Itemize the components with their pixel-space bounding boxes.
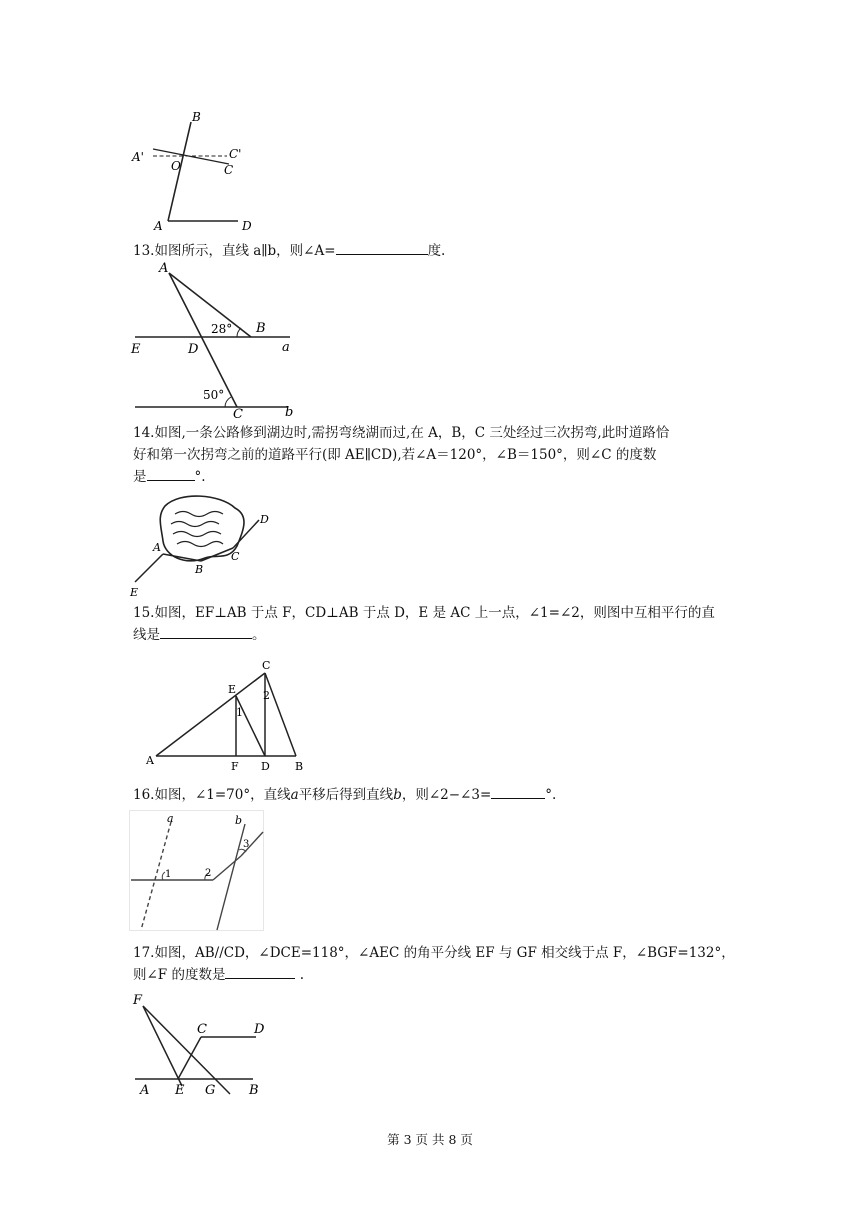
label-A: A — [159, 261, 169, 276]
question-14-line2: 好和第一次拐弯之前的道路平行(即 AE∥CD),若∠A＝120°，∠B＝150°，则∠C 的度数 — [133, 447, 657, 463]
q16-text-1: 16.如图，∠1=70°，直线 — [133, 787, 291, 803]
label-O: O — [171, 159, 181, 173]
q17-suffix: . — [299, 967, 305, 983]
q16-suffix: °. — [545, 787, 557, 803]
figure-q14 — [125, 486, 285, 598]
label-E: E — [131, 342, 141, 357]
label-B: B — [192, 110, 201, 124]
label-A: A — [154, 219, 163, 233]
label-D: D — [242, 219, 252, 233]
question-17-line2 — [133, 964, 304, 986]
q14-answer-blank[interactable] — [147, 466, 195, 481]
q14-suffix: °. — [194, 469, 206, 485]
line-FG — [143, 1006, 230, 1094]
label-D: D — [261, 760, 270, 772]
road-CD — [233, 520, 259, 548]
question-15-line2 — [133, 624, 266, 646]
label-A: A — [153, 541, 161, 554]
label-a: a — [282, 340, 290, 355]
q16-var-a: a — [290, 787, 299, 803]
label-1: 1 — [236, 706, 243, 719]
label-b: b — [285, 405, 294, 418]
label-1: 1 — [165, 869, 172, 880]
label-D: D — [260, 513, 269, 526]
line-ED — [236, 696, 265, 756]
question-15-line1: 15.如图，EF⊥AB 于点 F，CD⊥AB 于点 D，E 是 AC 上一点，∠1=∠2，则图中互相平行的直 — [133, 605, 715, 621]
label-A: A — [140, 1083, 150, 1098]
angle-arc-C — [225, 397, 231, 407]
label-C': C' — [229, 147, 242, 161]
line-EC — [178, 1037, 201, 1079]
question-16 — [133, 784, 556, 806]
label-a: a — [167, 812, 174, 825]
question-17-line1: 17.如图，AB//CD，∠DCE=118°，∠AEC 的角平分线 EF 与 GF 相交线于点 F，∠BGF=132°， — [133, 945, 735, 961]
line-AC — [156, 673, 265, 756]
label-A': A' — [132, 150, 144, 164]
line-AC — [169, 273, 237, 407]
q16-answer-blank[interactable] — [491, 784, 545, 799]
q15-suffix: 。 — [252, 627, 266, 643]
label-B: B — [295, 760, 304, 772]
lake-waves — [171, 512, 223, 547]
q16-text-3: ，则∠2−∠3= — [401, 787, 492, 803]
label-50deg: 50° — [203, 388, 225, 402]
label-E: E — [228, 683, 237, 696]
line-CB — [265, 673, 296, 756]
label-C: C — [197, 1022, 207, 1037]
question-14-line3 — [133, 466, 206, 488]
label-E: E — [175, 1083, 185, 1098]
q16-text-2: 平移后得到直线 — [298, 787, 394, 803]
label-A: A — [146, 754, 154, 767]
q16-var-b: b — [393, 787, 402, 803]
road-EA — [135, 554, 163, 582]
label-C: C — [231, 550, 240, 563]
line-FE — [143, 1006, 182, 1086]
figure-q16 — [129, 810, 265, 932]
line-b — [217, 824, 245, 930]
q15-prefix: 线是 — [133, 627, 160, 643]
label-C: C — [262, 659, 271, 672]
label-28deg: 28° — [211, 322, 233, 336]
label-C: C — [233, 407, 243, 418]
label-B: B — [249, 1083, 259, 1098]
figure-q17 — [125, 990, 275, 1102]
label-F: F — [231, 760, 239, 772]
label-C: C — [224, 163, 234, 177]
label-2: 2 — [205, 868, 212, 879]
page-footer: 第 3 页 共 8 页 — [387, 1132, 473, 1147]
q13-text: 13.如图所示，直线 a∥b，则∠A= — [133, 243, 336, 259]
q17-answer-blank[interactable] — [225, 964, 295, 979]
label-G: G — [205, 1083, 216, 1098]
label-B: B — [256, 321, 266, 336]
label-D: D — [188, 342, 199, 357]
q13-answer-blank[interactable] — [336, 240, 428, 255]
q14-prefix: 是 — [133, 469, 147, 485]
label-B: B — [195, 563, 204, 576]
label-2: 2 — [263, 689, 270, 702]
figure-q15 — [138, 656, 318, 772]
label-D: D — [254, 1022, 265, 1037]
bend-segment — [213, 856, 241, 880]
label-E: E — [130, 586, 139, 598]
q13-suffix: 度. — [427, 243, 446, 259]
question-14-line1: 14.如图,一条公路修到湖边时,需拐弯绕湖而过,在 A，B，C 三处经过三次拐弯,此时道路恰 — [133, 425, 670, 441]
q17-prefix: 则∠F 的度数是 — [133, 967, 226, 983]
figure-q13 — [125, 258, 305, 418]
figure-q12 — [125, 108, 275, 234]
label-b: b — [235, 814, 243, 827]
line-OC — [153, 149, 229, 164]
line-AB — [169, 273, 251, 337]
q15-answer-blank[interactable] — [160, 624, 252, 639]
label-F: F — [133, 993, 143, 1008]
label-3: 3 — [243, 839, 250, 850]
